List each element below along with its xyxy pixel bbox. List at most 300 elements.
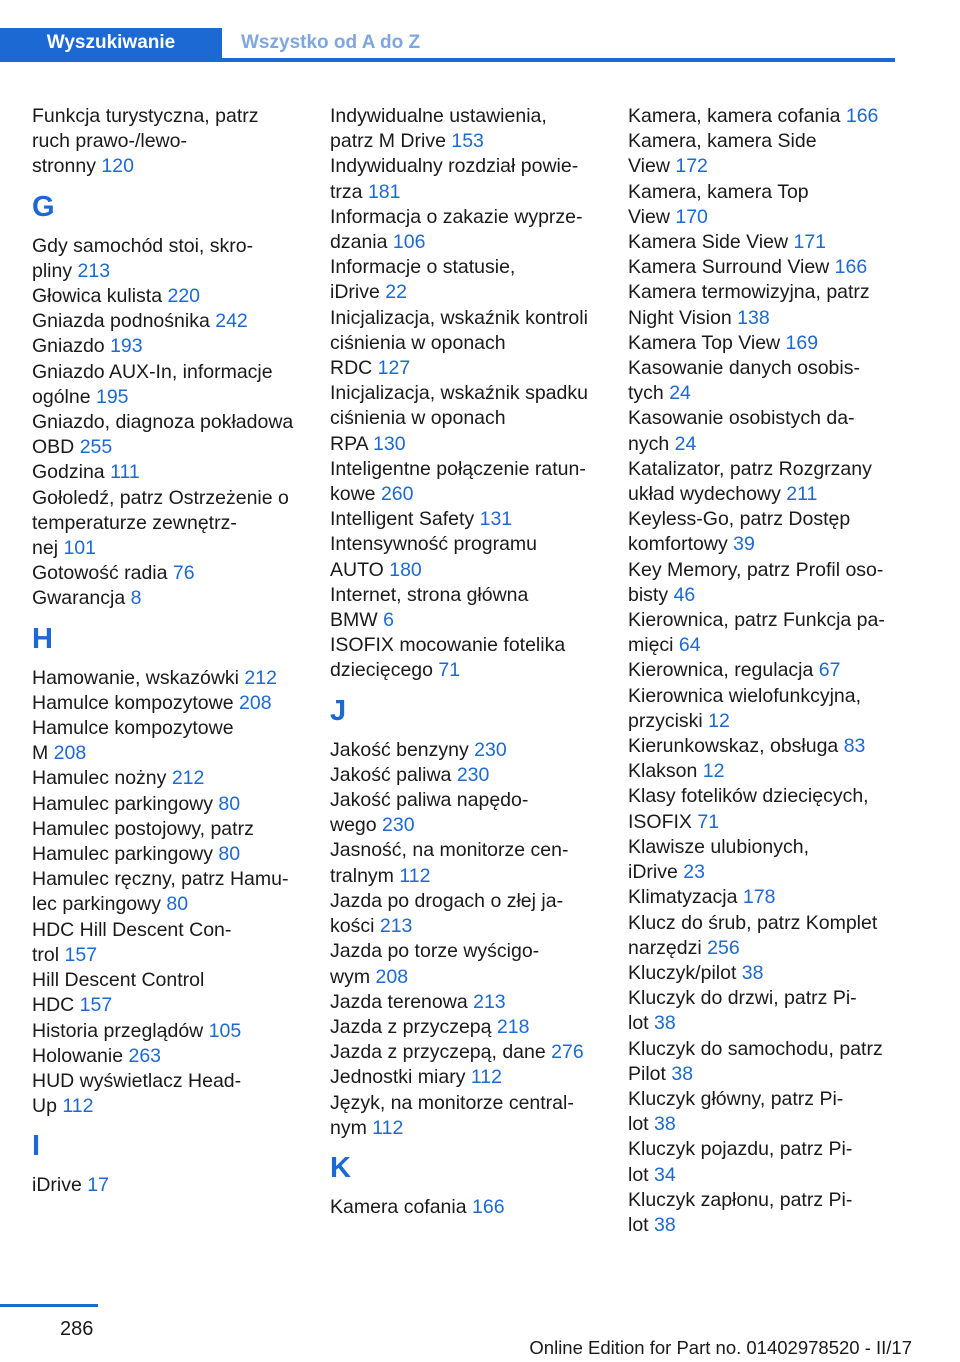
index-entry — [628, 331, 928, 356]
index-entry — [32, 360, 332, 410]
index-entry-line — [330, 965, 630, 990]
index-entry-text: Historia przeglądów — [32, 1019, 209, 1042]
index-entry-text: stronny — [32, 155, 102, 178]
index-entry-line — [628, 457, 928, 482]
index-entry — [32, 586, 332, 611]
footer-rule — [0, 1304, 98, 1307]
index-entry-text: Kamera Side View — [628, 231, 794, 254]
index-entry-text: nej — [32, 537, 64, 560]
page-link[interactable]: 211 — [786, 483, 818, 506]
index-entry — [330, 205, 630, 255]
page-link[interactable]: 130 — [373, 432, 406, 455]
page-link[interactable]: 23 — [683, 861, 705, 884]
index-entry — [32, 666, 332, 691]
page-link[interactable]: 230 — [474, 738, 507, 761]
index-entry-line — [330, 558, 630, 583]
index-entry-line — [628, 1037, 928, 1062]
index-entry-text: View — [628, 155, 676, 178]
index-entry-text: Głowica kulista — [32, 285, 168, 308]
index-entry-text: układ wydechowy — [628, 483, 787, 506]
index-entry-line — [330, 507, 630, 532]
index-entry-line — [628, 1112, 928, 1137]
index-entry-text: Informacje o statusie, — [330, 256, 516, 279]
index-entry-text: Hamulec nożny — [32, 767, 172, 790]
index-entry — [628, 230, 928, 255]
index-entry-text: Gniazdo — [32, 335, 111, 358]
index-entry-line — [330, 280, 630, 305]
page-link[interactable]: 172 — [675, 155, 708, 178]
index-entry-text: Kierownica wielofunkcyjna, — [628, 684, 862, 707]
index-entry — [628, 608, 928, 658]
index-entry-text: Pilot — [628, 1062, 672, 1085]
index-entry-line — [628, 1137, 928, 1162]
index-entry-text: Hamulec parkingowy — [32, 792, 219, 815]
page-link[interactable]: 67 — [818, 659, 841, 682]
index-entry-line — [32, 792, 332, 817]
page-link[interactable]: 8 — [130, 587, 142, 610]
index-entry-text: Gwarancja — [32, 587, 131, 610]
index-entry-line — [628, 885, 928, 910]
index-entry — [628, 961, 928, 986]
index-entry-text: Informacja o zakazie wyprze- — [330, 205, 583, 228]
index-entry-text: Up — [32, 1095, 63, 1118]
index-entry-text: Keyless-Go, patrz Dostęp — [628, 508, 851, 531]
index-entry-text: ISOFIX — [628, 810, 698, 833]
page-link[interactable]: 24 — [669, 382, 691, 405]
index-entry — [330, 1015, 630, 1040]
index-entry-text: Kasowanie osobistych da- — [628, 407, 855, 430]
index-entry-line — [330, 180, 630, 205]
index-entry-text: Indywidualny rozdział powie- — [330, 155, 579, 178]
page-link[interactable]: 230 — [382, 814, 415, 837]
page-link[interactable]: 212 — [171, 767, 205, 790]
index-entry — [32, 284, 332, 309]
index-entry — [330, 154, 630, 204]
index-entry — [628, 1087, 928, 1137]
page-number: 286 — [60, 1318, 94, 1340]
index-entry-line — [628, 482, 928, 507]
page-link[interactable]: 212 — [244, 666, 277, 689]
index-entry-text: iDrive — [628, 861, 684, 884]
index-entry-line — [330, 1015, 630, 1040]
section-letter: I — [32, 1130, 41, 1163]
index-entry-text: Jednostki miary — [330, 1066, 471, 1089]
index-entry-text: Gniazdo AUX-In, informacje — [32, 360, 273, 383]
page-link[interactable]: 178 — [742, 886, 776, 909]
section-letter: J — [330, 694, 347, 727]
index-entry-line — [32, 741, 332, 766]
page-link[interactable]: 180 — [389, 558, 422, 581]
index-entry-line — [330, 457, 630, 482]
index-entry-line — [330, 914, 630, 939]
page-link[interactable]: 195 — [95, 385, 129, 408]
index-entry-text: kowe — [330, 483, 381, 506]
page-link[interactable]: 46 — [673, 583, 696, 606]
index-entry-line — [330, 532, 630, 557]
index-entry-line — [628, 784, 928, 809]
index-entry-text: RPA — [330, 432, 373, 455]
page-link[interactable]: 220 — [167, 285, 201, 308]
page-link[interactable]: 80 — [218, 843, 241, 866]
index-entry-line — [32, 892, 332, 917]
index-entry-line — [628, 658, 928, 683]
index-entry — [32, 460, 332, 485]
index-entry-line — [32, 1044, 332, 1069]
page-link[interactable]: 256 — [707, 936, 740, 959]
page-link[interactable]: 80 — [166, 893, 189, 916]
index-entry — [628, 104, 928, 129]
index-entry — [330, 1195, 630, 1220]
index-entry — [628, 507, 928, 557]
index-entry-line — [32, 586, 332, 611]
page-link[interactable]: 71 — [438, 659, 461, 682]
index-entry-line — [628, 558, 928, 583]
page-link[interactable]: 230 — [456, 763, 490, 786]
index-entry-line — [330, 1065, 630, 1090]
page-link[interactable]: 127 — [377, 357, 411, 380]
index-entry-text: Jakość benzyny — [330, 738, 475, 761]
index-entry-line — [628, 180, 928, 205]
index-entry-line — [628, 633, 928, 658]
index-entry-line — [330, 381, 630, 406]
index-entry-text: dzania — [330, 231, 393, 254]
index-entry-line — [330, 1091, 630, 1116]
index-entry-line — [32, 259, 332, 284]
page-link[interactable]: 22 — [385, 281, 407, 304]
index-entry-line — [330, 763, 630, 788]
page-link[interactable]: 34 — [654, 1163, 676, 1186]
index-entry — [32, 716, 332, 766]
page-link[interactable]: 213 — [379, 915, 413, 938]
index-entry — [330, 104, 630, 154]
index-entry-text: Intelligent Safety — [330, 508, 480, 531]
index-entry — [330, 738, 630, 763]
index-entry-line — [32, 716, 332, 741]
index-entry-line — [330, 738, 630, 763]
index-entry — [628, 129, 928, 179]
page-link[interactable]: 255 — [79, 436, 113, 459]
index-entry-text: Internet, strona główna — [330, 583, 529, 606]
index-entry-text: Kluczyk pojazdu, patrz Pi- — [628, 1138, 853, 1161]
index-entry — [330, 990, 630, 1015]
index-entry-text: bisty — [628, 583, 674, 606]
index-entry — [628, 1037, 928, 1087]
index-entry-text: ciśnienia w oponach — [330, 331, 506, 354]
index-entry-line — [330, 1195, 630, 1220]
page-link[interactable]: 105 — [208, 1019, 242, 1042]
index-entry-text: OBD — [32, 436, 80, 459]
index-entry-text: Kluczyk do drzwi, patrz Pi- — [628, 987, 857, 1010]
section-letter: H — [32, 622, 53, 655]
index-entry — [32, 918, 332, 968]
index-entry-line — [330, 1116, 630, 1141]
index-entry-line — [32, 334, 332, 359]
page-link[interactable]: 106 — [392, 231, 426, 254]
page-link[interactable]: 38 — [741, 961, 764, 984]
index-entry-text: Kluczyk/pilot — [628, 961, 742, 984]
page-link[interactable]: 76 — [172, 562, 195, 585]
section-letter: G — [32, 190, 55, 223]
page-link[interactable]: 213 — [77, 259, 111, 282]
page-link[interactable]: 208 — [53, 742, 87, 765]
page-link[interactable]: 71 — [697, 810, 720, 833]
index-entry-text: mięci — [628, 634, 679, 657]
index-entry-text: Jasność, na monitorze cen- — [330, 839, 569, 862]
page-link[interactable]: 218 — [496, 1015, 530, 1038]
index-entry — [32, 561, 332, 586]
index-entry-line — [628, 1213, 928, 1238]
index-entry-line — [330, 306, 630, 331]
index-entry-text: trza — [330, 180, 368, 203]
index-entry-line — [628, 583, 928, 608]
page-link[interactable]: 138 — [737, 306, 770, 329]
page-link[interactable]: 101 — [63, 537, 96, 560]
index-entry-line — [628, 406, 928, 431]
index-entry — [628, 356, 928, 406]
index-entry-line — [330, 608, 630, 633]
page-link[interactable]: 153 — [451, 130, 484, 153]
index-entry — [628, 280, 928, 330]
page-link[interactable]: 169 — [785, 331, 819, 354]
index-entry-line — [32, 129, 332, 154]
index-column-2 — [330, 104, 630, 1220]
index-entry — [330, 306, 630, 382]
index-entry-text: Jazda z przyczepą, dane — [330, 1041, 552, 1064]
page-link[interactable]: 112 — [372, 1116, 404, 1139]
index-entry — [628, 684, 928, 734]
page-link[interactable]: 131 — [479, 508, 513, 531]
index-entry — [330, 939, 630, 989]
page-link[interactable]: 276 — [551, 1041, 584, 1064]
page-link[interactable]: 64 — [678, 634, 701, 657]
page-link[interactable]: 112 — [399, 864, 431, 887]
index-entry-text: M — [32, 742, 54, 765]
index-entry-text: BMW — [330, 609, 384, 632]
page-link[interactable]: 208 — [239, 691, 272, 714]
page-link[interactable]: 157 — [79, 994, 113, 1017]
page-link[interactable]: 242 — [215, 310, 248, 333]
index-entry-text: Jakość paliwa napędo- — [330, 789, 529, 812]
index-entry-line — [330, 838, 630, 863]
page-link[interactable]: 193 — [110, 335, 143, 358]
index-entry — [32, 1019, 332, 1044]
index-entry — [32, 817, 332, 867]
index-entry-line — [330, 1040, 630, 1065]
index-entry-text: pliny — [32, 259, 78, 282]
index-entry-text: ciśnienia w oponach — [330, 407, 506, 430]
page-link[interactable]: 111 — [110, 461, 140, 484]
index-entry-line — [32, 842, 332, 867]
index-entry-text: kości — [330, 915, 380, 938]
index-entry — [330, 583, 630, 633]
index-entry-line — [32, 234, 332, 259]
index-entry-line — [628, 306, 928, 331]
page-link[interactable]: 38 — [671, 1062, 694, 1085]
page-link[interactable]: 166 — [472, 1195, 505, 1218]
index-entry-text: Kamera, kamera Top — [628, 180, 809, 203]
page-link[interactable]: 6 — [383, 609, 394, 632]
page-link[interactable]: 112 — [62, 1095, 94, 1118]
index-entry — [330, 788, 630, 838]
index-entry-line — [330, 356, 630, 381]
index-entry — [32, 1044, 332, 1069]
index-entry — [32, 486, 332, 562]
index-entry-text: tych — [628, 382, 670, 405]
index-entry-text: Hamulec parkingowy — [32, 843, 219, 866]
index-entry-text: HUD wyświetlacz Head- — [32, 1069, 242, 1092]
index-entry-line — [32, 360, 332, 385]
index-entry — [32, 792, 332, 817]
index-entry-text: Klimatyzacja — [628, 886, 743, 909]
index-entry-line — [330, 658, 630, 683]
index-entry-text: Holowanie — [32, 1044, 129, 1067]
page-link[interactable]: 112 — [470, 1066, 502, 1089]
page-link[interactable]: 38 — [654, 1113, 676, 1136]
index-entry-line — [628, 532, 928, 557]
index-entry — [330, 1091, 630, 1141]
index-entry-text: trol — [32, 943, 65, 966]
index-entry — [628, 658, 928, 683]
index-entry-line — [628, 608, 928, 633]
index-entry-text: Godzina — [32, 461, 111, 484]
index-entry-line — [628, 205, 928, 230]
index-entry — [32, 234, 332, 284]
index-entry-line — [628, 381, 928, 406]
index-entry-text: Night Vision — [628, 306, 738, 329]
index-entry-line — [330, 482, 630, 507]
index-entry-text: Indywidualne ustawienia, — [330, 105, 547, 127]
index-entry-text: Jazda po drogach o złej ja- — [330, 889, 564, 912]
index-entry-line — [32, 385, 332, 410]
index-entry-line — [628, 432, 928, 457]
page-link[interactable]: 260 — [380, 483, 414, 506]
index-entry-text: RDC — [330, 357, 378, 380]
index-entry-text: Intensywność programu — [330, 533, 538, 556]
page-link[interactable]: 39 — [733, 533, 755, 556]
index-entry-text: Kasowanie danych osobis- — [628, 357, 860, 380]
index-entry-text: lec parkingowy — [32, 893, 167, 916]
index-entry-line — [628, 860, 928, 885]
index-entry-line — [32, 154, 332, 179]
index-entry — [32, 968, 332, 1018]
index-entry — [330, 532, 630, 582]
index-entry-text: Klucz do śrub, patrz Komplet — [628, 911, 878, 934]
tab-bar — [0, 28, 895, 62]
index-entry — [330, 1065, 630, 1090]
section-letter: K — [330, 1151, 351, 1184]
index-entry-line — [32, 817, 332, 842]
index-entry-text: Hill Descent Control — [32, 969, 205, 992]
index-entry-text: Key Memory, patrz Profil oso- — [628, 558, 884, 581]
index-entry-line — [32, 691, 332, 716]
page-link[interactable]: 157 — [64, 943, 98, 966]
index-entry — [628, 911, 928, 961]
index-entry-text: lot — [628, 1113, 655, 1136]
page-link[interactable]: 17 — [87, 1174, 109, 1197]
tab-wyszukiwanie[interactable]: Wyszukiwanie — [0, 28, 222, 58]
index-entry-text: HDC Hill Descent Con- — [32, 918, 232, 941]
index-entry-text: Gniazdo, diagnoza pokładowa — [32, 411, 294, 434]
index-entry-line — [32, 867, 332, 892]
page-link[interactable]: 38 — [654, 1213, 676, 1236]
index-entry-line — [628, 709, 928, 734]
index-entry-line — [32, 1173, 332, 1198]
page-link[interactable]: 166 — [834, 256, 868, 279]
index-entry-text: iDrive — [32, 1174, 88, 1197]
page-link[interactable]: 213 — [473, 990, 506, 1013]
page-link[interactable]: 38 — [654, 1012, 676, 1035]
index-entry-line — [628, 129, 928, 154]
index-entry-line — [32, 968, 332, 993]
page-link[interactable]: 80 — [218, 792, 241, 815]
index-entry-text: Kluczyk zapłonu, patrz Pi- — [628, 1188, 853, 1211]
index-entry-text: iDrive — [330, 281, 386, 304]
index-entry-line — [628, 230, 928, 255]
index-entry — [628, 457, 928, 507]
page-link[interactable]: 24 — [674, 432, 697, 455]
index-entry — [32, 309, 332, 334]
page-link[interactable]: 83 — [843, 735, 866, 758]
page-link[interactable]: 12 — [708, 709, 730, 732]
index-entry-line — [330, 432, 630, 457]
index-entry — [628, 734, 928, 759]
index-entry-text: narzędzi — [628, 936, 708, 959]
index-entry-line — [32, 410, 332, 435]
tab-bar-rule — [0, 58, 895, 62]
index-entry-line — [628, 734, 928, 759]
index-entry-line — [330, 939, 630, 964]
index-entry-text: Jazda terenowa — [330, 990, 474, 1013]
index-entry — [628, 759, 928, 784]
index-entry — [330, 507, 630, 532]
index-entry-line — [32, 284, 332, 309]
index-entry — [628, 1137, 928, 1187]
index-entry — [628, 558, 928, 608]
page-link[interactable]: 208 — [375, 965, 409, 988]
index-entry-text: Klawisze ulubionych, — [628, 835, 810, 858]
index-entry-line — [628, 280, 928, 305]
index-entry — [628, 1188, 928, 1238]
index-entry-line — [330, 154, 630, 179]
page-link[interactable]: 166 — [845, 105, 879, 127]
page-link[interactable]: 120 — [101, 155, 134, 178]
index-entry-line — [32, 943, 332, 968]
page-link[interactable]: 181 — [367, 180, 401, 203]
index-entry-text: Hamulce kompozytowe — [32, 691, 239, 714]
index-entry-line — [628, 331, 928, 356]
index-entry-line — [628, 810, 928, 835]
index-entry-line — [32, 511, 332, 536]
page-link[interactable]: 12 — [702, 760, 725, 783]
index-entry-line — [330, 864, 630, 889]
index-entry-line — [628, 961, 928, 986]
index-entry-line — [32, 486, 332, 511]
index-entry — [32, 867, 332, 917]
page-link[interactable]: 171 — [793, 231, 827, 254]
index-entry-text: Kamera, kamera Side — [628, 130, 817, 153]
index-entry-line — [32, 1069, 332, 1094]
index-entry-line — [32, 536, 332, 561]
index-entry-text: temperaturze zewnętrz- — [32, 511, 237, 534]
index-entry-text: ISOFIX mocowanie fotelika — [330, 634, 566, 657]
index-entry-text: tralnym — [330, 864, 400, 887]
index-entry-text: nych — [628, 432, 675, 455]
page-link[interactable]: 170 — [675, 205, 708, 228]
tab-wszystko-od-a-do-z[interactable]: Wszystko od A do Z — [241, 32, 421, 53]
index-entry-line — [32, 918, 332, 943]
page-link[interactable]: 263 — [128, 1044, 162, 1067]
index-entry — [330, 889, 630, 939]
